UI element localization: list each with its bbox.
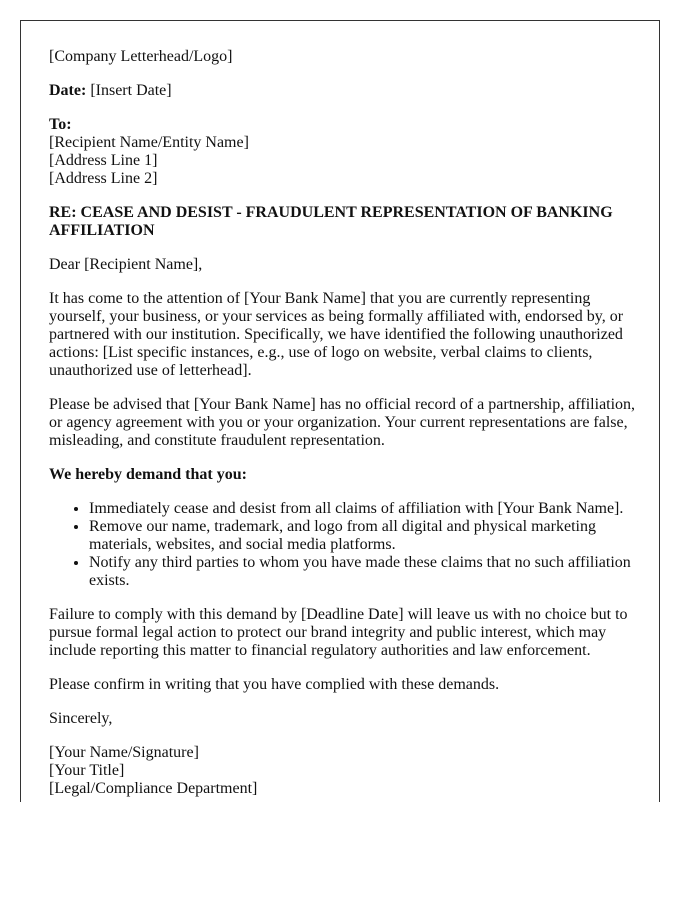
salutation: Dear [Recipient Name], (49, 256, 203, 273)
closing: Sincerely, (49, 710, 113, 727)
date-value: [Insert Date] (86, 82, 172, 99)
address-line-1: [Address Line 1] (49, 152, 158, 169)
paragraph-attention: It has come to the attention of [Your Bank Name] that you are currently representing yourself, your business, or your services as being formally affiliated with, endorsed by, or partnered with our institution. Specifically, we have identified the following unauthorized actions: [List specific instances, e.g., use of logo on website, verbal claims to clients, unauthorized use of letterhead]. (49, 290, 624, 379)
letter-page (20, 20, 660, 802)
paragraph-consequence: Failure to comply with this demand by [Deadline Date] will leave us with no choice but to pursue formal legal action to protect our brand integrity and public interest, which may include reporting this matter to financial regulatory authorities and law enforcement. (49, 606, 628, 659)
paragraph-confirmation: Please confirm in writing that you have complied with these demands. (49, 676, 500, 693)
date-label: Date: (49, 82, 87, 99)
to-label: To: (49, 116, 72, 133)
date-line (49, 82, 639, 100)
demand-item: • Immediately cease and desist from all claims of affiliation with [Your Bank Name]. (89, 500, 639, 518)
demand-list (49, 500, 639, 590)
demand-item: • Notify any third parties to whom you have made these claims that no such affiliation exists. (89, 554, 639, 590)
subject-line: RE: CEASE AND DESIST - FRAUDULENT REPRESENTATION OF BANKING AFFILIATION (49, 204, 613, 239)
demand-item: • Remove our name, trademark, and logo from all digital and physical marketing materials, websites, and social media platforms. (89, 518, 639, 554)
letterhead: [Company Letterhead/Logo] (49, 48, 233, 65)
paragraph-advisement: Please be advised that [Your Bank Name] has no official record of a partnership, affiliation, or agency agreement with you or your organization. Your current representations are false, misleading, and constitute fraudulent representation. (49, 396, 636, 449)
signature-title: [Your Title] (49, 762, 125, 779)
recipient-block (49, 116, 639, 188)
demand-heading: We hereby demand that you: (49, 466, 247, 483)
recipient-name: [Recipient Name/Entity Name] (49, 134, 249, 151)
signature-block (49, 744, 639, 798)
signature-department: [Legal/Compliance Department] (49, 780, 258, 797)
letter-content (49, 48, 639, 802)
signature-name: [Your Name/Signature] (49, 744, 199, 761)
address-line-2: [Address Line 2] (49, 170, 158, 187)
